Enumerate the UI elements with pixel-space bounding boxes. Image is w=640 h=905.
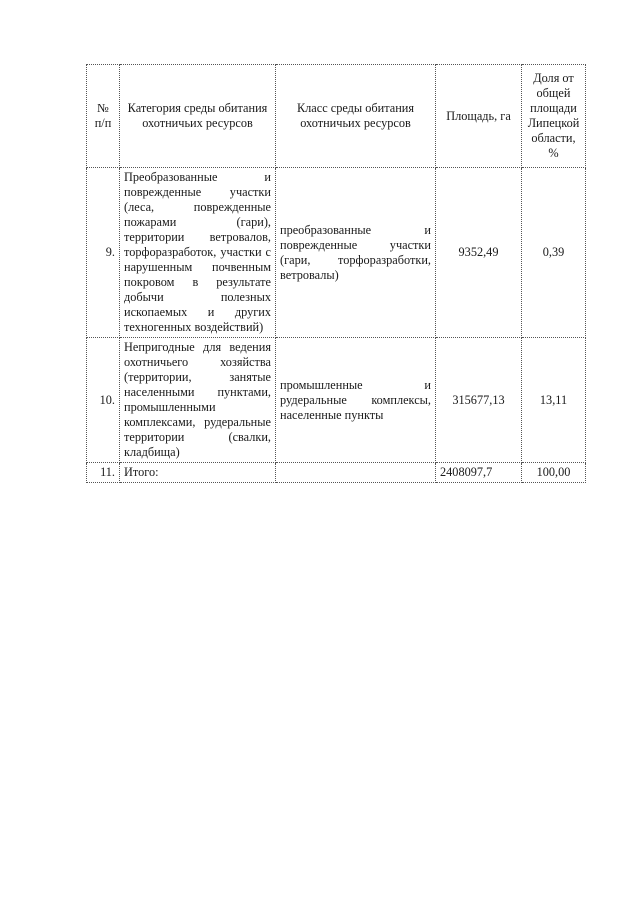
row-num: 10. xyxy=(87,338,120,463)
habitat-table xyxy=(86,64,586,483)
table-row xyxy=(87,168,586,338)
row-share: 100,00 xyxy=(522,463,586,483)
header-category: Категория среды обитания охотничьих ресурсов xyxy=(120,65,276,168)
header-area: Площадь, га xyxy=(436,65,522,168)
row-num: 9. xyxy=(87,168,120,338)
header-share: Доля от общей площади Липецкой области, % xyxy=(522,65,586,168)
header-class: Класс среды обитания охотничьих ресурсов xyxy=(276,65,436,168)
table-header-row xyxy=(87,65,586,168)
row-area: 315677,13 xyxy=(436,338,522,463)
row-share: 13,11 xyxy=(522,338,586,463)
header-num: № п/п xyxy=(87,65,120,168)
row-num: 11. xyxy=(87,463,120,483)
table-row xyxy=(87,338,586,463)
row-class xyxy=(276,463,436,483)
row-category: Преобразованные и поврежденные участки (леса, поврежденные пожарами (гари), территории ветровалов, торфоразработок, участки с нарушенным почвенным покровом в результате добычи полезных ископаемых и других техногенных воздействий) xyxy=(120,168,276,338)
row-category: Непригодные для ведения охотничьего хозяйства (территории, занятые населенными пунктами, промышленными комплексами, рудеральные территории (свалки, кладбища) xyxy=(120,338,276,463)
row-class: преобразованные и поврежденные участки (гари, торфоразработки, ветровалы) xyxy=(276,168,436,338)
row-category: Итого: xyxy=(120,463,276,483)
row-class: промышленные и рудеральные комплексы, населенные пункты xyxy=(276,338,436,463)
row-area: 2408097,7 xyxy=(436,463,522,483)
row-share: 0,39 xyxy=(522,168,586,338)
table-row-total xyxy=(87,463,586,483)
row-area: 9352,49 xyxy=(436,168,522,338)
